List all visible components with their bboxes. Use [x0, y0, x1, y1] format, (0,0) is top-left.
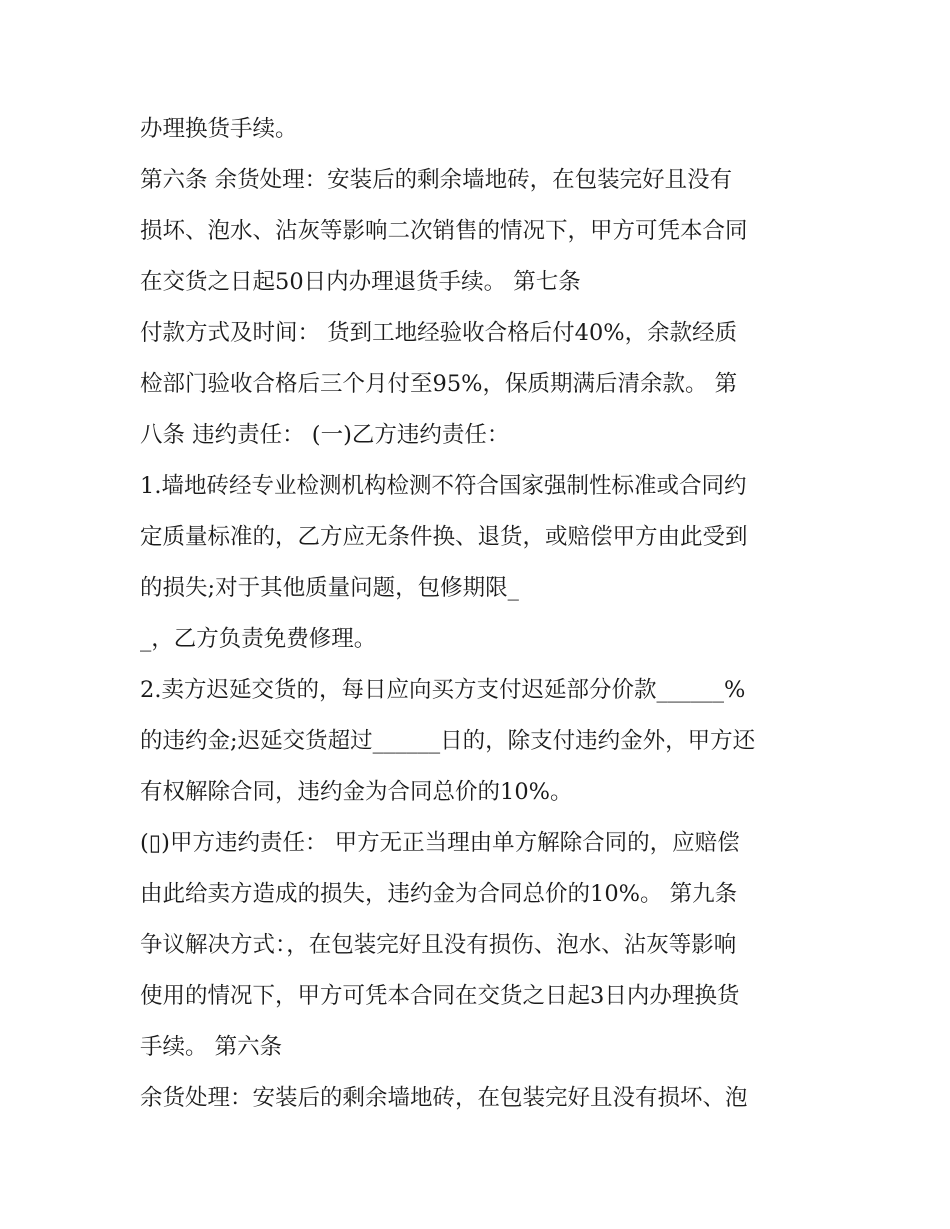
text-line: 争议解决方式：，在包装完好且没有损伤、泡水、沾灰等影响	[140, 932, 737, 958]
text-line: 办理换货手续。	[140, 116, 298, 142]
text-line: 手续。 第六条	[140, 1034, 283, 1060]
text-line: 余货处理：安装后的剩余墙地砖，在包装完好且没有损坏、泡	[140, 1085, 748, 1111]
text-line: 损坏、泡水、沾灰等影响二次销售的情况下，甲方可凭本合同	[140, 218, 748, 244]
text-line: 由此给卖方造成的损失，违约金为合同总价的10%。 第九条	[140, 881, 738, 907]
text-line: 第六条 余货处理：安装后的剩余墙地砖，在包装完好且没有	[140, 167, 733, 193]
text-line: 八条 违约责任： (一)乙方违约责任：	[140, 422, 510, 448]
text-line: 使用的情况下，甲方可凭本合同在交货之日起3日内办理换货	[140, 983, 740, 1009]
text-line: _，乙方负责免费修理。	[140, 626, 377, 652]
text-line: (▯)甲方违约责任： 甲方无正当理由单方解除合同的，应赔偿	[140, 830, 740, 856]
text-line: 2.卖方迟延交货的，每日应向买方支付迟延部分价款______%	[140, 677, 746, 703]
text-line: 的违约金;迟延交货超过______日的，除支付违约金外，甲方还	[140, 728, 756, 754]
text-line: 1.墙地砖经专业检测机构检测不符合国家强制性标准或合同约	[140, 473, 747, 499]
text-line: 的损失;对于其他质量问题，包修期限_	[140, 575, 519, 601]
text-line: 在交货之日起50日内办理退货手续。 第七条	[140, 269, 581, 295]
text-line: 定质量标准的，乙方应无条件换、退货，或赔偿甲方由此受到	[140, 524, 748, 550]
text-line: 有权解除合同，违约金为合同总价的10%。	[140, 779, 573, 805]
contract-text	[140, 108, 820, 1128]
text-line: 付款方式及时间： 货到工地经验收合格后付40%，余款经质	[140, 320, 738, 346]
text-line: 检部门验收合格后三个月付至95%，保质期满后清余款。 第	[140, 371, 738, 397]
